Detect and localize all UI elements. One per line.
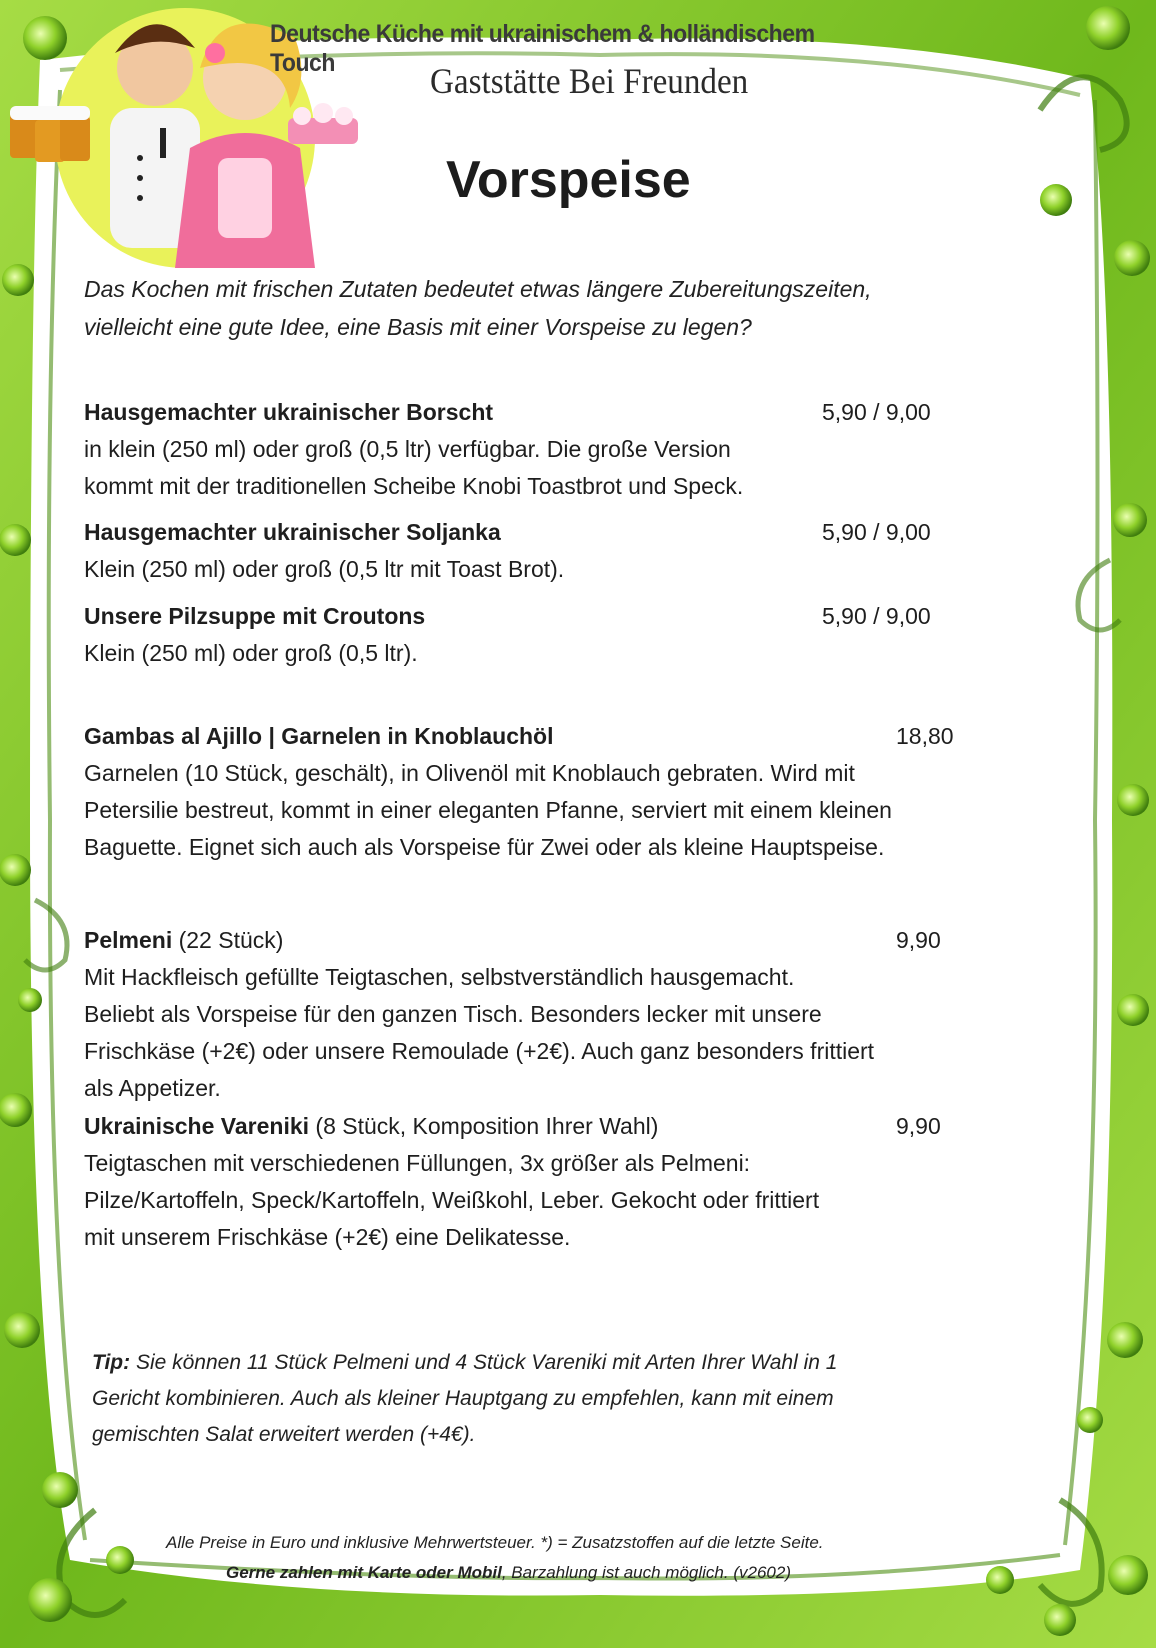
item-desc-line: Baguette. Eignet sich auch als Vorspeise für Zwei oder als kleine Hauptspeise.	[84, 834, 885, 860]
footer-payment-rest: , Barzahlung ist auch möglich. (v2602)	[501, 1563, 791, 1582]
item-price: 5,90 / 9,00	[822, 603, 931, 629]
intro-text	[84, 270, 1064, 346]
restaurant-name: Gaststätte Bei Freunden	[430, 61, 749, 101]
item-desc-line: kommt mit der traditionellen Scheibe Knobi Toastbrot und Speck.	[84, 473, 744, 499]
item-desc-line: Klein (250 ml) oder groß (0,5 ltr mit Toast Brot).	[84, 556, 565, 582]
item-name-extra: (8 Stück, Komposition Ihrer Wahl)	[309, 1113, 659, 1139]
menu-item-soljanka	[84, 514, 1044, 588]
tip-line: Sie können 11 Stück Pelmeni und 4 Stück Vareniki mit Arten Ihrer Wahl in 1	[130, 1351, 838, 1374]
item-desc-line: Petersilie bestreut, kommt in einer eleganten Pfanne, serviert mit einem kleinen	[84, 797, 892, 823]
item-desc-line: mit unserem Frischkäse (+2€) eine Delikatesse.	[84, 1224, 571, 1250]
footer-payment-bold: Gerne zahlen mit Karte oder Mobil	[226, 1563, 502, 1582]
tip-note	[92, 1345, 1042, 1453]
item-desc-line: Klein (250 ml) oder groß (0,5 ltr).	[84, 640, 418, 666]
menu-item-gambas	[84, 718, 1044, 866]
item-desc-line: Frischkäse (+2€) oder unsere Remoulade (+2€). Auch ganz besonders frittiert	[84, 1038, 875, 1064]
item-name: Unsere Pilzsuppe mit Croutons	[84, 603, 426, 629]
page-title: Vorspeise	[446, 151, 691, 209]
menu-item-pilzsuppe	[84, 598, 1044, 672]
tip-label: Tip:	[92, 1351, 131, 1374]
item-desc-line: Mit Hackfleisch gefüllte Teigtaschen, selbstverständlich hausgemacht.	[84, 964, 795, 990]
footer-payment-note	[226, 1563, 986, 1583]
item-price: 5,90 / 9,00	[822, 519, 931, 545]
item-price: 18,80	[896, 723, 954, 749]
item-name: Hausgemachter ukrainischer Soljanka	[84, 519, 501, 545]
item-price: 5,90 / 9,00	[822, 399, 931, 425]
menu-item-borscht	[84, 394, 1044, 505]
item-desc-line: Garnelen (10 Stück, geschält), in Olivenöl mit Knoblauch gebraten. Wird mit	[84, 760, 855, 786]
item-price: 9,90	[896, 1113, 941, 1139]
restaurant-tagline: Deutsche Küche mit ukrainischem & holländischem Touch	[270, 20, 815, 77]
intro-line: vielleicht eine gute Idee, eine Basis mit einer Vorspeise zu legen?	[84, 314, 752, 340]
item-desc-line: Teigtaschen mit verschiedenen Füllungen, 3x größer als Pelmeni:	[84, 1150, 751, 1176]
item-name-extra: (22 Stück)	[172, 927, 284, 953]
item-desc-line: Pilze/Kartoffeln, Speck/Kartoffeln, Weißkohl, Leber. Gekocht oder frittiert	[84, 1187, 820, 1213]
item-name: Pelmeni	[84, 927, 173, 953]
item-desc-line: als Appetizer.	[84, 1075, 221, 1101]
tip-line: Gericht kombinieren. Auch als kleiner Hauptgang zu empfehlen, kann mit einem	[92, 1387, 834, 1410]
item-desc-line: in klein (250 ml) oder groß (0,5 ltr) verfügbar. Die große Version	[84, 436, 731, 462]
menu-item-pelmeni	[84, 922, 1044, 1107]
item-price: 9,90	[896, 927, 941, 953]
tip-line: gemischten Salat erweitert werden (+4€).	[92, 1423, 476, 1446]
intro-line: Das Kochen mit frischen Zutaten bedeutet etwas längere Zubereitungszeiten,	[84, 276, 872, 302]
item-name: Hausgemachter ukrainischer Borscht	[84, 399, 494, 425]
menu-item-vareniki	[84, 1108, 1044, 1256]
item-name: Gambas al Ajillo | Garnelen in Knoblauchöl	[84, 723, 554, 749]
item-name: Ukrainische Vareniki	[84, 1113, 310, 1139]
item-desc-line: Beliebt als Vorspeise für den ganzen Tisch. Besonders lecker mit unsere	[84, 1001, 822, 1027]
footer-prices-note: Alle Preise in Euro und inklusive Mehrwertsteuer. *) = Zusatzstoffen auf die letzte Seite.	[166, 1533, 824, 1552]
